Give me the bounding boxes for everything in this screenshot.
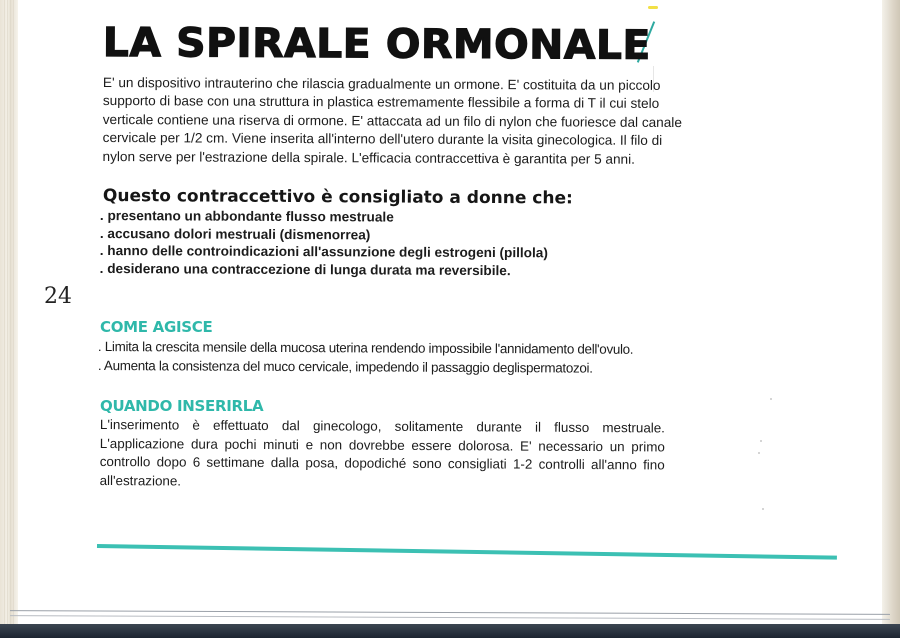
intro-line: E' un dispositivo intrauterino che rilascia gradualmente un ormone. E' costituita da un piccolo bbox=[102, 74, 661, 93]
intro-paragraph bbox=[102, 74, 682, 169]
list-item: . hanno delle controindicazioni all'assunzione degli estrogeni (pillola) bbox=[99, 243, 548, 261]
intro-line: supporto di base con una struttura in plastica estremamente flessibile a forma di T il cui stelo bbox=[102, 93, 660, 112]
scanner-background bbox=[0, 624, 900, 638]
recommended-list bbox=[100, 207, 548, 280]
list-item: . Aumenta la consistenza del muco cervicale, impedendo il passaggio deglispermatozoi. bbox=[97, 357, 593, 376]
come-agisce-list bbox=[98, 338, 633, 378]
page-number: 24 bbox=[44, 284, 72, 309]
teal-divider-rule bbox=[97, 544, 837, 560]
intro-line: nylon serve per l'estrazione della spirale. L'efficacia contraccettiva è garantita per 5 anni. bbox=[102, 148, 635, 167]
paragraph-line: L'applicazione dura pochi minuti e non dovrebbe essere dolorosa. E' necessario un primo bbox=[99, 435, 665, 455]
page-title: LA SPIRALE ORMONALE bbox=[102, 20, 651, 69]
section-title-come-agisce: COME AGISCE bbox=[100, 318, 213, 336]
paragraph-line: all'estrazione. bbox=[99, 472, 182, 489]
paragraph-line: controllo dopo 6 settimane dalla posa, dopodiché sono consigliati 1-2 controlli all'anno fino bbox=[99, 454, 665, 473]
recommended-heading: Questo contraccettivo è consigliato a donne che: bbox=[102, 186, 573, 209]
section-title-quando-inserirla: QUANDO INSERIRLA bbox=[100, 397, 264, 415]
quando-inserirla-paragraph bbox=[100, 416, 665, 494]
list-item: . desiderano una contraccezione di lunga durata ma reversibile. bbox=[99, 260, 511, 278]
list-item: . presentano un abbondante flusso mestruale bbox=[99, 207, 394, 225]
list-item: . Limita la crescita mensile della mucosa uterina rendendo impossibile l'annidamento dell'ovulo. bbox=[97, 339, 634, 357]
yellow-mark-decoration bbox=[648, 6, 658, 9]
intro-line: cervicale per 1/2 cm. Viene inserita all'interno dell'utero durante la visita ginecologica. Il filo di bbox=[102, 130, 663, 149]
intro-line: verticale contiene una riserva di ormone. E' attaccata ad un filo di nylon che fuoriesce dal canale bbox=[102, 111, 682, 130]
paragraph-line: L'inserimento è effettuato dal ginecologo, solitamente durante il flusso mestruale. bbox=[99, 416, 665, 436]
list-item: . accusano dolori mestruali (dismenorrea) bbox=[99, 225, 371, 243]
